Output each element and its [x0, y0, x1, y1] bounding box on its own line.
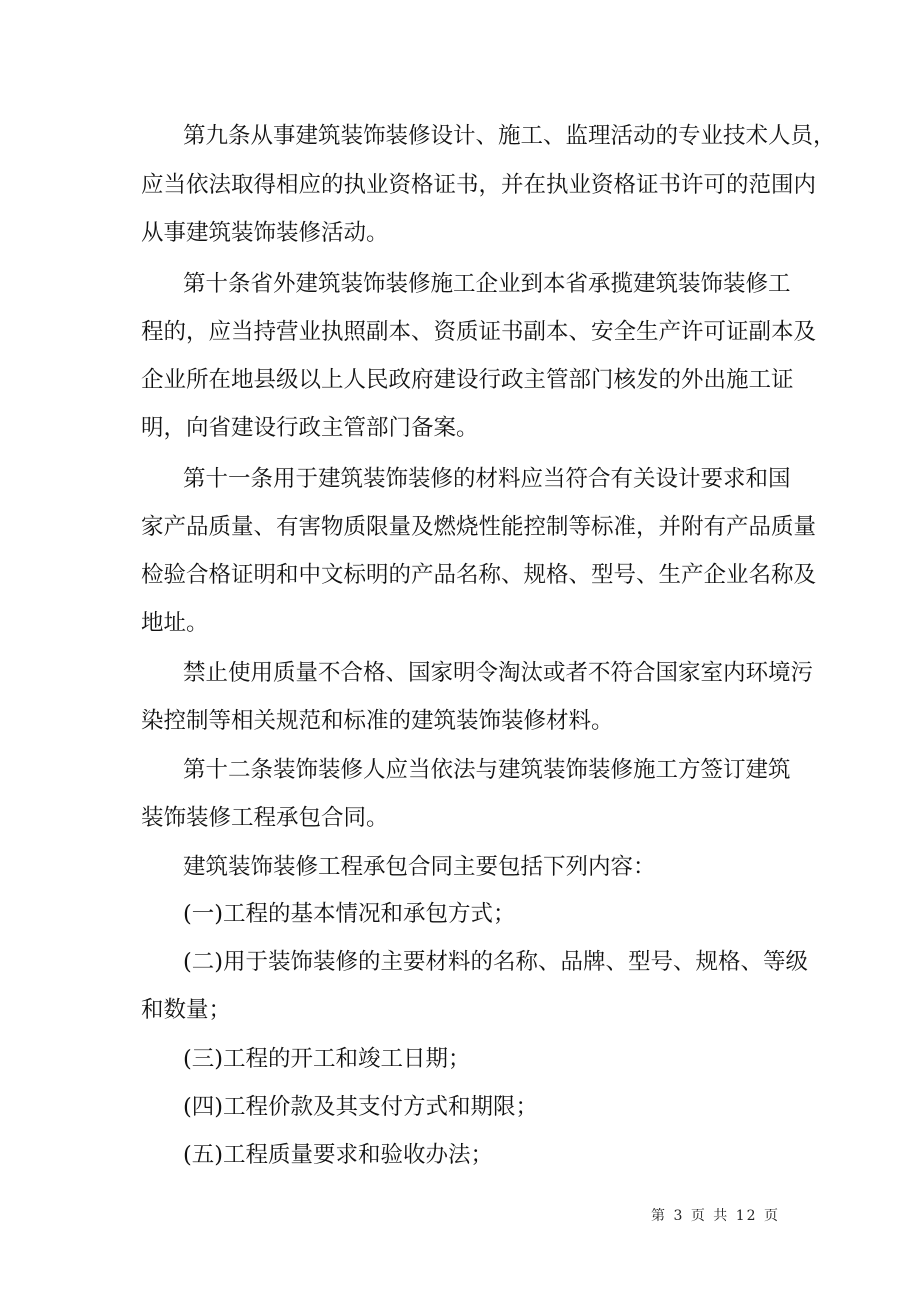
article-11-line-3: 检验合格证明和中文标明的产品名称、规格、型号、生产企业名称及 — [141, 562, 817, 588]
article-12-line-1: 第十二条装饰装修人应当依法与建筑装饰装修施工方签订建筑 — [183, 757, 791, 783]
article-12-line-2: 装饰装修工程承包合同。 — [141, 805, 389, 831]
article-11-line-4: 地址。 — [141, 610, 209, 636]
article-10-line-2: 程的，应当持营业执照副本、资质证书副本、安全生产许可证副本及 — [141, 319, 817, 345]
page-number-footer: 第 3 页 共 12 页 — [651, 1208, 780, 1224]
article-10-line-3: 企业所在地县级以上人民政府建设行政主管部门核发的外出施工证 — [141, 367, 794, 393]
article-10-line-1: 第十条省外建筑装饰装修施工企业到本省承揽建筑装饰装修工 — [183, 271, 791, 297]
contract-item-2-line-2: 和数量； — [141, 997, 232, 1023]
article-9-line-2: 应当依法取得相应的执业资格证书，并在执业资格证书许可的范围内 — [141, 172, 817, 198]
contract-item-4: (四)工程价款及其支付方式和期限； — [183, 1094, 539, 1120]
article-10-line-4: 明，向省建设行政主管部门备案。 — [141, 415, 479, 441]
contract-item-1: (一)工程的基本情况和承包方式； — [183, 901, 516, 927]
article-11-line-1: 第十一条用于建筑装饰装修的材料应当符合有关设计要求和国 — [183, 466, 791, 492]
contract-item-3: (三)工程的开工和竣工日期； — [183, 1046, 471, 1072]
contract-contents-intro: 建筑装饰装修工程承包合同主要包括下列内容： — [183, 854, 656, 880]
prohibition-line-2: 染控制等相关规范和标准的建筑装饰装修材料。 — [141, 708, 614, 734]
contract-item-2-line-1: (二)用于装饰装修的主要材料的名称、品牌、型号、规格、等级 — [183, 949, 809, 975]
article-11-line-2: 家产品质量、有害物质限量及燃烧性能控制等标准，并附有产品质量 — [141, 514, 817, 540]
prohibition-line-1: 禁止使用质量不合格、国家明令淘汰或者不符合国家室内环境污 — [183, 660, 814, 686]
article-9-line-3: 从事建筑装饰装修活动。 — [141, 220, 389, 246]
article-9-line-1: 第九条从事建筑装饰装修设计、施工、监理活动的专业技术人员， — [183, 123, 836, 149]
contract-item-5: (五)工程质量要求和验收办法； — [183, 1142, 494, 1168]
